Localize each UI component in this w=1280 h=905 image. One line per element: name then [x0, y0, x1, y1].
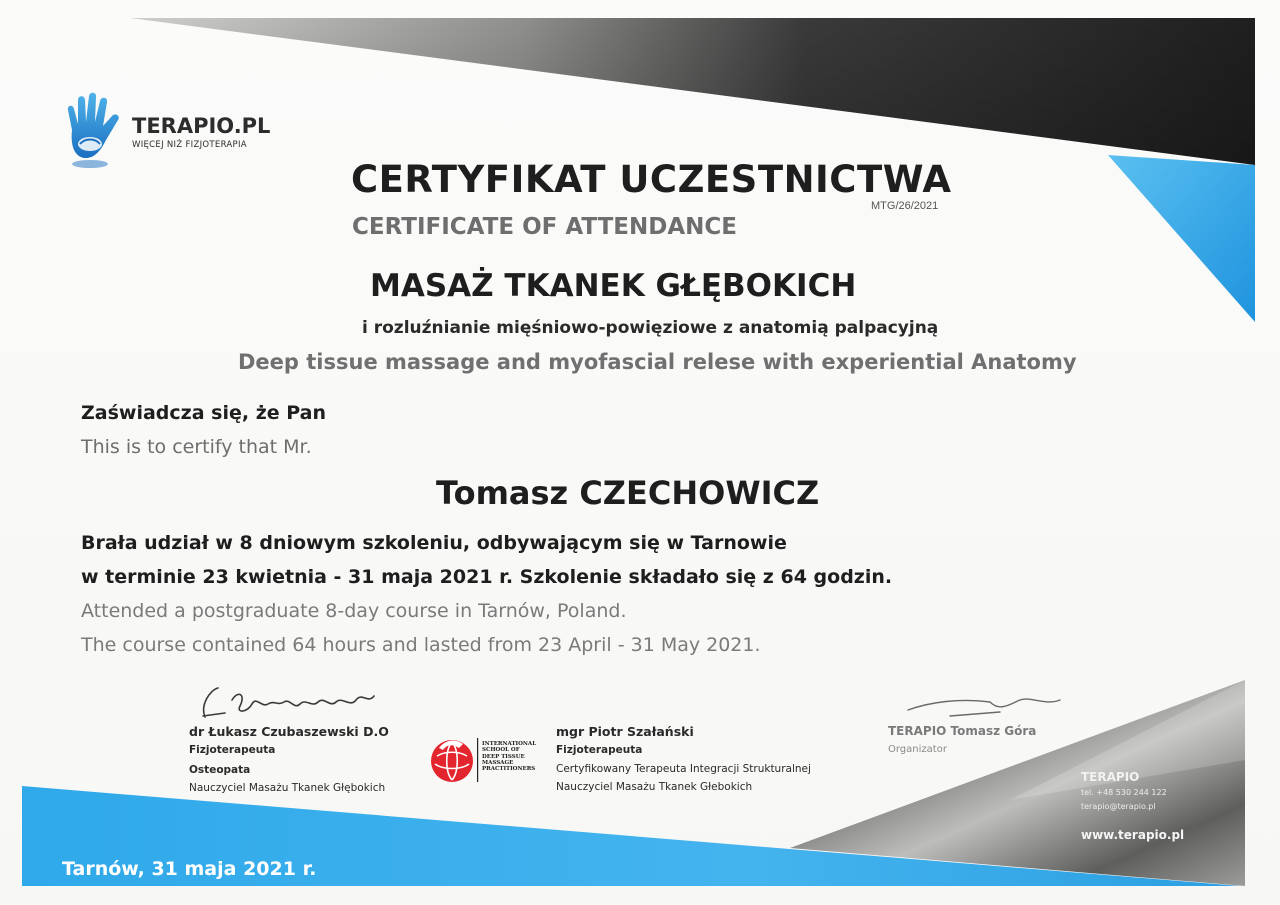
course-details-pl-line-1: Brała udział w 8 dniowym szkoleniu, odbywającym się w Tarnowie — [81, 532, 787, 554]
signatory-role: Certyfikowany Terapeuta Integracji Strukturalnej — [556, 763, 811, 775]
signature-right — [908, 699, 1060, 716]
signatory-role: Nauczyciel Masażu Tkanek Głębokich — [189, 782, 386, 794]
signatory-name: dr Łukasz Czubaszewski D.O — [189, 724, 389, 739]
contact-website: www.terapio.pl — [1081, 828, 1185, 842]
school-logo-text: INTERNATIONAL SCHOOL OF DEEP TISSUE MASSAGE PRACTITIONERS — [482, 741, 537, 773]
signatory-role: Osteopata — [189, 764, 251, 776]
recipient-name: Tomasz CZECHOWICZ — [436, 474, 820, 512]
terapio-logo — [60, 92, 300, 172]
signatory-role: Fizjoterapeuta — [556, 744, 643, 756]
certificate-title-pl: CERTYFIKAT UCZESTNICTWA — [351, 158, 952, 201]
blue-wedge — [1108, 155, 1255, 322]
place-and-date: Tarnów, 31 maja 2021 r. — [62, 858, 317, 880]
logo-tagline: WIĘCEJ NIŻ FIZJOTERAPIA — [132, 140, 247, 150]
course-details-pl-line-2: w terminie 23 kwietnia - 31 maja 2021 r. Szkolenie składało się z 64 godzin. — [81, 566, 893, 588]
course-subtitle-pl: i rozluźnianie mięśniowo-powięziowe z anatomią palpacyjną — [362, 318, 939, 338]
certificate-number: MTG/26/2021 — [871, 200, 939, 212]
organizer-name: TERAPIO Tomasz Góra — [888, 724, 1037, 738]
signature-left — [203, 688, 374, 717]
logo-title: TERAPIO.PL — [132, 114, 271, 138]
course-details-en-line-2: The course contained 64 hours and lasted from 23 April - 31 May 2021. — [81, 634, 761, 656]
certify-statement-en: This is to certify that Mr. — [81, 436, 312, 458]
organizer-role: Organizator — [888, 744, 947, 755]
certificate-title-en: CERTIFICATE OF ATTENDANCE — [352, 214, 737, 240]
course-details-en-line-1: Attended a postgraduate 8-day course in Tarnów, Poland. — [81, 600, 627, 622]
course-subtitle-en: Deep tissue massage and myofascial relese with experiential Anatomy — [238, 350, 1077, 374]
signatory-role: Fizjoterapeuta — [189, 744, 276, 756]
certify-statement-pl: Zaświadcza się, że Pan — [81, 402, 327, 424]
contact-brand: TERAPIO — [1081, 770, 1140, 784]
course-title: MASAŻ TKANEK GŁĘBOKICH — [370, 268, 857, 304]
contact-email: terapio@terapio.pl — [1081, 802, 1156, 811]
blue-hand-icon — [60, 92, 126, 172]
contact-phone: tel. +48 530 244 122 — [1081, 788, 1167, 797]
signatory-role: Nauczyciel Masażu Tkanek Głebokich — [556, 781, 753, 793]
signatory-name: mgr Piotr Szałański — [556, 724, 694, 739]
